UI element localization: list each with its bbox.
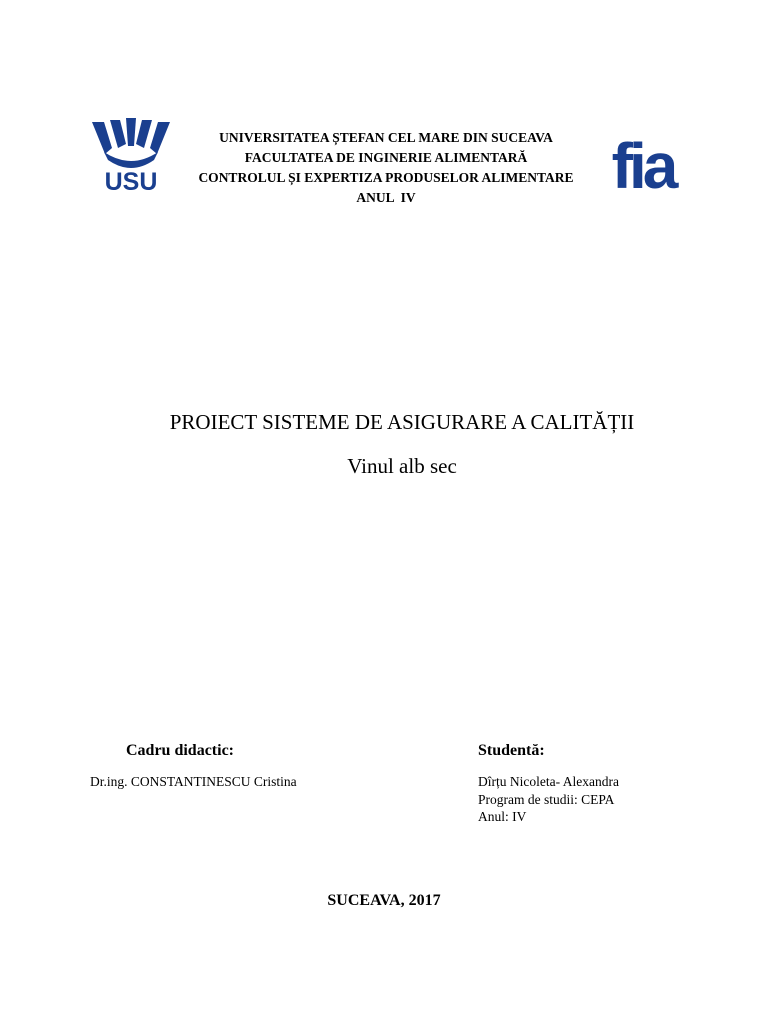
usv-logo-text: USU [104, 168, 158, 194]
usv-university-logo [90, 118, 172, 194]
student-label: Studentă: [478, 742, 545, 759]
student-program: Program de studii: CEPA [478, 791, 615, 807]
institution-header [180, 128, 592, 208]
faculty-name: FACULTATEA DE INGINERIE ALIMENTARĂ [244, 150, 528, 165]
study-program: CONTROLUL ȘI EXPERTIZA PRODUSELOR ALIMENTARE [198, 170, 574, 185]
university-name: UNIVERSITATEA ȘTEFAN CEL MARE DIN SUCEAVA [219, 130, 553, 145]
teacher-label: Cadru didactic: [126, 742, 234, 759]
footer-city-year: SUCEAVA, 2017 [327, 892, 441, 909]
project-title: PROIECT SISTEME DE ASIGURARE A CALITĂȚII [169, 410, 635, 434]
student-name: Dîrțu Nicoleta- Alexandra [478, 774, 619, 789]
teacher-name: Dr.ing. CONSTANTINESCU Cristina [90, 774, 297, 789]
fia-faculty-logo [606, 118, 680, 194]
student-year: Anul: IV [478, 809, 527, 824]
student-info [478, 773, 619, 826]
fia-logo-text: fia [611, 130, 675, 194]
project-subtitle: Vinul alb sec [347, 454, 457, 478]
study-year: ANUL IV [356, 190, 416, 205]
